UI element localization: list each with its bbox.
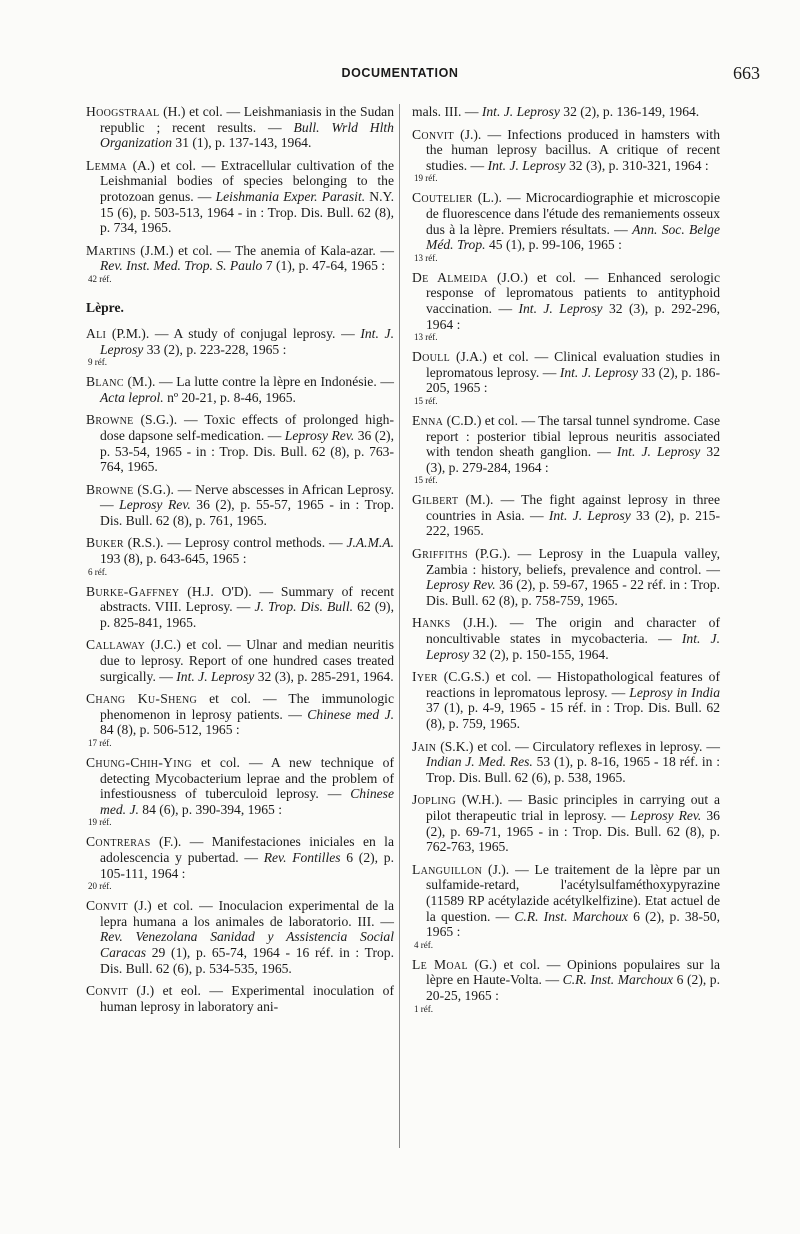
entry-description: (P.G.). — Leprosy in the Luapula valley, Zambia : history, beliefs, prevalence and control. —: [426, 546, 720, 577]
entry-author: Jain: [412, 738, 437, 754]
entry-reference-count: 42 réf.: [88, 273, 112, 284]
entry-description: mals. III. —: [412, 104, 482, 119]
entry-citation: 31 (1), p. 137-143, 1964.: [172, 135, 312, 151]
bibliography-entry: [86, 691, 394, 748]
entry-description: (H.J. O'D). — Summary of recent abstracts. VIII. Leprosy. —: [100, 583, 394, 615]
entry-reference-count: 20 réf.: [88, 881, 112, 892]
entry-journal: Int. J. Leprosy: [100, 325, 394, 357]
entry-citation: 32 (3), p. 310-321, 1964 :: [565, 157, 709, 173]
entry-author: Callaway: [86, 637, 146, 653]
entry-journal: C.R. Inst. Marchoux: [562, 972, 674, 988]
entry-author: De Almeida: [412, 269, 488, 285]
entry-author: Ali: [86, 325, 107, 341]
entry-journal: Int. J. Leprosy: [487, 157, 566, 173]
entry-citation: 62 (9), p. 825-841, 1965.: [100, 599, 394, 630]
entry-journal: Leprosy in India: [629, 684, 720, 700]
entry-text: [86, 834, 394, 881]
entry-author: Doull: [412, 349, 450, 365]
entry-citation: 36 (2), p. 55-57, 1965 - in : Trop. Dis. Bull. 62 (8), p. 761, 1965.: [100, 497, 394, 528]
entry-author: Convit: [412, 126, 454, 142]
bibliography-entry: [412, 349, 720, 406]
entry-author: Chung-Chih-Ying: [86, 755, 192, 770]
entry-description: (H.) et col. — Leishmaniasis in the Sudan republic ; recent results. —: [100, 104, 394, 135]
entry-citation: N.Y. 15 (6), p. 503-513, 1964 - in : Trop. Dis. Bull. 62 (8), p. 734, 1965.: [100, 188, 394, 236]
entry-journal: Int. J. Leprosy: [518, 300, 603, 316]
entry-author: Martins: [86, 242, 136, 258]
entry-reference-count: 13 réf.: [414, 252, 438, 263]
bibliography-entry: [412, 190, 720, 262]
entry-reference-count: 15 réf.: [414, 395, 438, 406]
entry-description: (S.G.). — Toxic effects of prolonged high-dose dapsone self-medication. —: [100, 412, 394, 443]
entry-citation: 33 (2), p. 186-205, 1965 :: [426, 364, 721, 396]
entry-description: (J.H.). — The origin and character of noncultivable states in mycobacteria. —: [426, 615, 720, 647]
entry-author: Iyer: [412, 669, 438, 685]
entry-citation: nº 20-21, p. 8-46, 1965.: [163, 389, 296, 405]
bibliography-entry: [412, 739, 720, 786]
entry-text: [86, 691, 394, 738]
entry-text: [412, 349, 720, 396]
entry-author: Jopling: [412, 792, 457, 808]
entry-author: Coutelier: [412, 190, 473, 206]
entry-author: Chang Ku-Sheng: [86, 691, 198, 707]
entry-text: [86, 983, 394, 1014]
entry-text: [86, 158, 394, 236]
entry-citation: 36 (2), p. 59-67, 1965 - 22 réf. in : Trop. Dis. Bull. 62 (8), p. 758-759, 1965.: [426, 577, 720, 608]
entry-text: [86, 637, 394, 684]
entry-citation: 84 (6), p. 390-394, 1965 :: [138, 801, 282, 817]
entry-text: [412, 546, 720, 608]
bibliography-entry: [86, 158, 394, 236]
entry-text: [86, 482, 394, 529]
entry-text: [412, 270, 720, 332]
bibliography-entry: [86, 104, 394, 151]
entry-citation: 32 (3), p. 292-296, 1964 :: [426, 300, 720, 332]
entry-author: Convit: [86, 983, 128, 999]
entry-text: [412, 127, 720, 174]
entry-author: Browne: [86, 481, 134, 497]
entry-text: [412, 492, 720, 539]
entry-author: Contreras: [86, 834, 151, 850]
entry-text: [86, 898, 394, 976]
bibliography-entry: [86, 584, 394, 631]
entry-reference-count: 6 réf.: [88, 566, 107, 577]
bibliography-entry: [412, 492, 720, 539]
entry-citation: 6 (2), p. 20-25, 1965 :: [426, 972, 720, 1003]
bibliography-entry: [412, 546, 720, 608]
entry-text: [86, 412, 394, 474]
entry-description: (J.C.) et col. — Ulnar and median neuritis due to leprosy. Report of one hundred cases treated surgically. —: [100, 637, 394, 684]
entry-journal: Int. J. Leprosy: [548, 507, 631, 523]
bibliography-entry: [412, 957, 720, 1014]
bibliography-entry: [86, 535, 394, 576]
entry-author: Convit: [86, 898, 128, 914]
entry-citation: 32 (3), p. 285-291, 1964.: [254, 668, 394, 684]
entry-citation: 84 (8), p. 506-512, 1965 :: [100, 722, 240, 738]
entry-journal: Int. J. Leprosy: [616, 444, 701, 460]
bibliography-entry: [86, 326, 394, 367]
entry-description: (G.) et col. — Opinions populaires sur la lèpre en Haute-Volta. —: [426, 956, 720, 988]
entry-citation: 32 (2), p. 150-155, 1964.: [469, 646, 609, 662]
entry-text: [412, 615, 720, 662]
entry-author: Enna: [412, 412, 444, 428]
left-column: [86, 104, 394, 1021]
entry-journal: Rev. Inst. Med. Trop. S. Paulo: [100, 258, 263, 274]
bibliography-entry: [412, 270, 720, 342]
entry-author: Languillon: [412, 861, 483, 877]
entry-author: Buker: [86, 535, 124, 551]
entry-journal: Rev. Venezolana Sanidad y Assistencia Social Caracas: [100, 929, 394, 960]
entry-citation: 53 (1), p. 8-16, 1965 - 18 réf. in : Trop. Dis. Bull. 62 (6), p. 538, 1965.: [426, 754, 720, 785]
entry-journal: Leprosy Rev.: [630, 807, 702, 823]
entry-text: [86, 374, 394, 405]
entry-journal: Rev. Fontilles: [263, 849, 341, 865]
entry-description: (P.M.). — A study of conjugal leprosy. —: [106, 325, 361, 341]
entry-reference-count: 9 réf.: [88, 357, 107, 368]
entry-description: (J.A.) et col. — Clinical evaluation studies in lepromatous leprosy. —: [426, 349, 720, 380]
bibliography-entry: [86, 755, 394, 827]
bibliography-entry: [86, 983, 394, 1014]
entry-citation: 29 (1), p. 65-74, 1964 - 16 réf. in : Trop. Dis. Bull. 62 (6), p. 534-535, 1965.: [100, 944, 394, 976]
entry-text: [412, 413, 720, 475]
entry-reference-count: 4 réf.: [414, 939, 433, 950]
entry-journal: Chinese med J.: [307, 706, 395, 722]
entry-citation: 37 (1), p. 4-9, 1965 - 15 réf. in : Trop. Dis. Bull. 62 (8), p. 759, 1965.: [426, 700, 720, 731]
entry-description: (M.). — The fight against leprosy in three countries in Asia. —: [426, 492, 720, 523]
entry-citation: 36 (2), p. 53-54, 1965 - in : Trop. Dis. Bull. 62 (8), p. 763-764, 1965.: [100, 427, 394, 475]
entry-journal: Acta leprol.: [100, 389, 164, 405]
entry-journal: J. Trop. Dis. Bull.: [254, 599, 353, 615]
entry-citation: 36 (2), p. 69-71, 1965 - in : Trop. Dis. Bull. 62 (8), p. 762-763, 1965.: [426, 807, 720, 855]
entry-description: (L.). — Microcardiographie et microscopie de fluorescence dans l'étude des remaniements osseux dus à la lèpre. Premiers résultats. —: [426, 190, 720, 237]
entry-description: (J.) et eol. — Experimental inoculation of human leprosy in laboratory ani-: [100, 983, 394, 1014]
bibliography-entry: [412, 792, 720, 854]
bibliography-entry: [86, 243, 394, 284]
entry-journal: Leishmania Exper. Parasit.: [215, 188, 366, 204]
entry-citation: 32 (2), p. 136-149, 1964.: [559, 104, 700, 119]
bibliography-entry: [86, 412, 394, 474]
bibliography-entry: [86, 898, 394, 976]
entry-description: (J.). — Infections produced in hamsters with the human leprosy bacillus. A critique of recent studies. —: [426, 126, 720, 173]
entry-text: [412, 190, 720, 252]
entry-author: Griffiths: [412, 546, 468, 562]
entry-text: [86, 755, 394, 817]
column-divider: [399, 104, 400, 1148]
entry-author: Hoogstraal: [86, 104, 160, 119]
entry-citation: 193 (8), p. 643-645, 1965 :: [100, 551, 247, 567]
entry-journal: Ann. Soc. Belge Méd. Trop.: [426, 221, 720, 253]
running-title: DOCUMENTATION: [341, 66, 459, 80]
entry-text: [412, 104, 720, 120]
entry-description: (S.G.). — Nerve abscesses in African Leprosy. —: [100, 481, 394, 513]
entry-citation: 6 (2), p. 105-111, 1964 :: [100, 849, 394, 881]
right-column: [412, 104, 720, 1021]
entry-description: (S.K.) et col. — Circulatory reflexes in leprosy. —: [436, 738, 720, 754]
entry-text: [412, 957, 720, 1004]
entry-text: [412, 792, 720, 854]
entry-text: [86, 104, 394, 151]
entry-description: et col. — The immunologic phenomenon in leprosy patients. —: [100, 691, 394, 722]
entry-text: [86, 584, 394, 631]
entry-description: (J.O.) et col. — Enhanced serologic response of lepromatous patients to antityphoid vaccination. —: [426, 269, 720, 316]
entry-journal: Indian J. Med. Res.: [426, 754, 533, 770]
entry-journal: Int. J. Leprosy: [426, 631, 720, 662]
entry-description: (F.). — Manifestaciones iniciales en la adolescencia y pubertad. —: [100, 834, 394, 865]
entry-description: et col. — A new technique of detecting Mycobacterium leprae and the problem of infestiousness of tuberculoid leprosy. —: [100, 755, 394, 802]
bibliography-entry: [412, 127, 720, 184]
entry-text: [412, 669, 720, 731]
entry-text: [412, 739, 720, 786]
entry-reference-count: 19 réf.: [414, 173, 438, 184]
entry-journal: Int. J. Leprosy: [481, 104, 560, 119]
entry-description: (J.) et col. — Inoculacion experimental de la lepra humana a los animales de laboratorio. III. —: [100, 898, 394, 929]
entry-text: [86, 243, 394, 274]
entry-author: Gilbert: [412, 492, 459, 508]
bibliography-entry: [86, 482, 394, 529]
page-header: [0, 63, 800, 88]
entry-citation: 7 (1), p. 47-64, 1965 :: [262, 258, 386, 274]
bibliography-entry: [86, 374, 394, 405]
section-heading: Lèpre.: [86, 299, 124, 315]
bibliography-entry: [412, 104, 720, 120]
bibliography-entry: [412, 862, 720, 950]
bibliography-entry: [86, 637, 394, 684]
entry-author: Le Moal: [412, 956, 468, 972]
entry-description: (C.D.) et col. — The tarsal tunnel syndrome. Case report : posterior tibial leprous neuritis associated with tendon sheath ganglion. —: [426, 412, 720, 460]
entry-citation: 33 (2), p. 215-222, 1965.: [426, 507, 720, 539]
entry-description: (J.M.) et col. — The anemia of Kala-azar. —: [135, 242, 394, 258]
bibliography-entry: [412, 669, 720, 731]
entry-author: Lemma: [86, 157, 127, 173]
entry-description: (C.G.S.) et col. — Histopathological features of reactions in lepromatous leprosy. —: [426, 669, 720, 700]
entry-reference-count: 19 réf.: [88, 817, 112, 828]
entry-reference-count: 15 réf.: [414, 475, 438, 486]
entry-author: Hanks: [412, 615, 451, 631]
bibliography-entry: [412, 615, 720, 662]
entry-journal: C.R. Inst. Marchoux: [514, 908, 628, 924]
entry-reference-count: 1 réf.: [414, 1003, 433, 1014]
entry-journal: Leprosy Rev.: [284, 427, 355, 443]
entry-journal: Leprosy Rev.: [119, 497, 191, 513]
entry-text: [86, 326, 394, 357]
page-number: 663: [733, 63, 760, 83]
entry-citation: 32 (3), p. 279-284, 1964 :: [426, 444, 720, 475]
entry-journal: Chinese med. J.: [100, 786, 394, 817]
entry-journal: J.A.M.A.: [346, 535, 394, 551]
entry-description: (J.). — Le traitement de la lèpre par un sulfamide-retard, l'acétylsulfaméthoxypyrazine (11589 RP acétylazide acétylkelfizine). Etat actuel de la question. —: [426, 861, 720, 924]
entry-description: (W.H.). — Basic principles in carrying out a pilot therapeutic trial in leprosy. —: [426, 792, 720, 823]
entry-reference-count: 17 réf.: [88, 738, 112, 748]
entry-text: [86, 535, 394, 566]
entry-journal: Int. J. Leprosy: [176, 668, 255, 684]
entry-author: Browne: [86, 412, 134, 428]
entry-journal: Int. J. Leprosy: [559, 364, 639, 380]
entry-citation: 33 (2), p. 223-228, 1965 :: [143, 341, 287, 357]
entry-citation: 6 (2), p. 38-50, 1965 :: [426, 908, 720, 940]
entry-journal: Bull. Wrld Hlth Organization: [100, 119, 394, 151]
entry-journal: Leprosy Rev.: [426, 577, 496, 593]
bibliography-entry: [412, 413, 720, 485]
entry-citation: 45 (1), p. 99-106, 1965 :: [485, 237, 622, 253]
entry-description: (M.). — La lutte contre la lèpre en Indonésie. —: [123, 374, 394, 390]
entry-reference-count: 13 réf.: [414, 332, 438, 343]
entry-description: (R.S.). — Leprosy control methods. —: [123, 535, 347, 551]
entry-text: [412, 862, 720, 940]
entry-description: (A.) et col. — Extracellular cultivation of the Leishmanial bodies of species belonging to the protozoan genus. —: [100, 157, 394, 204]
bibliography-entry: [86, 834, 394, 891]
entry-author: Burke-Gaffney: [86, 583, 180, 599]
entry-author: Blanc: [86, 374, 124, 390]
